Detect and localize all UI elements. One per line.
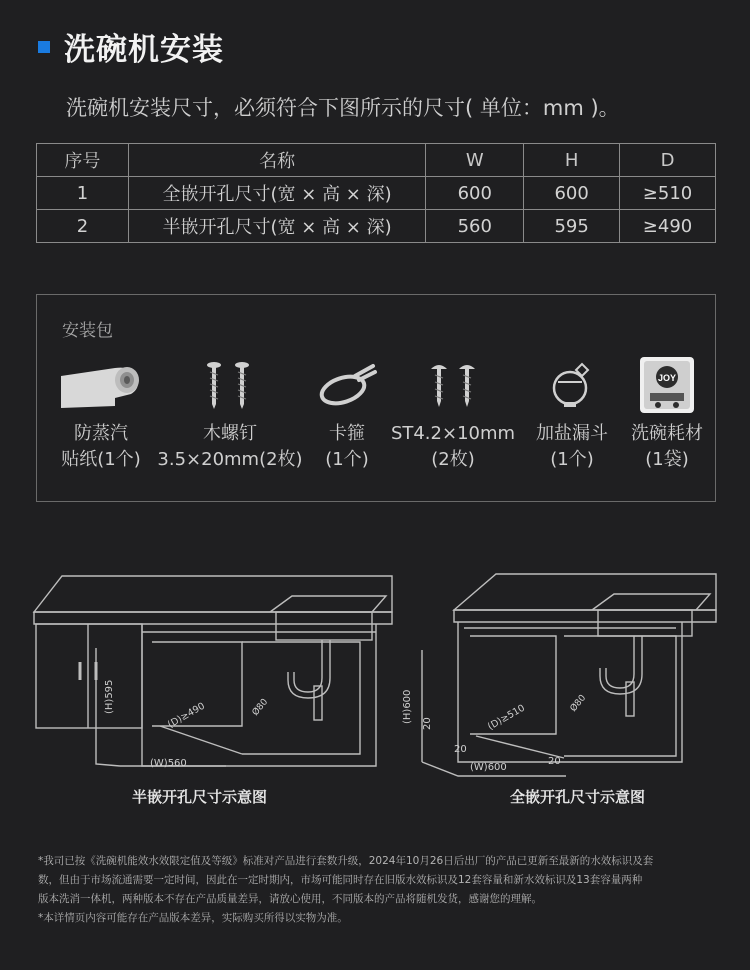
footnote-line: 数，但由于市场流通需要一定时间，因此在一定时期内，市场可能同时存在旧版水效标识及12套容量和新水效标识及13套容量两种	[38, 874, 643, 886]
table-row	[37, 210, 716, 243]
half-embed-caption: 半嵌开孔尺寸示意图	[132, 788, 268, 806]
col-header-d: D	[620, 144, 716, 177]
kit-label: 加盐漏斗 (1个)	[536, 423, 608, 470]
full-gap-label: 20	[548, 756, 561, 767]
kit-item-detergent	[619, 355, 715, 473]
kit-label: 木螺钉 3.5×20mm(2枚)	[157, 423, 303, 470]
cell-index: 2	[37, 210, 129, 243]
footnote-line: *我司已按《洗碗机能效水效限定值及等级》标准对产品进行套数升级，2024年10月26日后出厂的产品已更新至最新的水效标识及套	[38, 855, 654, 867]
kit-item-foil	[51, 355, 151, 473]
kit-label: ST4.2×10mm (2枚)	[390, 423, 516, 470]
machine-screws-icon	[389, 355, 517, 415]
kit-item-clamp	[307, 355, 387, 473]
half-embed-diagram	[34, 576, 392, 766]
kit-label: 防蒸汽 贴纸(1个)	[61, 423, 141, 470]
page-title: 洗碗机安装	[64, 32, 224, 68]
installation-diagrams	[30, 566, 720, 782]
col-header-w: W	[426, 144, 524, 177]
install-kit-title: 安装包	[62, 321, 113, 341]
footnote	[38, 852, 718, 928]
detergent-brand-text: JOY	[657, 373, 677, 383]
cell-index: 1	[37, 177, 129, 210]
hose-clamp-icon	[307, 355, 387, 415]
half-d-label: (D)≥490	[166, 700, 207, 731]
footnote-line: 版本洗消一体机，两种版本不存在产品质量差异，请放心使用，不同版本的产品将随机发货，感谢您的理解。	[38, 893, 542, 905]
footnote-line: *本详情页内容可能存在产品版本差异，实际购买所得以实物为准。	[38, 912, 348, 924]
title-marker	[38, 41, 50, 53]
detergent-pack-icon	[619, 355, 715, 415]
table-header-row	[37, 144, 716, 177]
install-kit-panel	[36, 294, 716, 502]
full-w-label: (W)600	[470, 762, 507, 773]
foil-roll-icon	[51, 355, 151, 415]
half-pipe-label: Ø80	[250, 697, 271, 718]
half-w-label: (W)560	[150, 758, 187, 769]
wood-screws-icon	[155, 355, 305, 415]
kit-label: 卡箍 (1个)	[325, 423, 369, 470]
cell-d: ≥490	[620, 210, 716, 243]
full-pipe-label: Ø80	[568, 693, 589, 714]
install-size-table	[36, 143, 716, 243]
full-d-label: (D)≥510	[486, 702, 527, 733]
full-h-label: (H)600	[402, 689, 413, 724]
cell-h: 595	[524, 210, 620, 243]
salt-funnel-icon	[527, 355, 617, 415]
kit-label: 洗碗耗材 (1袋)	[631, 423, 703, 470]
table-row	[37, 177, 716, 210]
col-header-index: 序号	[37, 144, 129, 177]
install-size-subtitle: 洗碗机安装尺寸，必须符合下图所示的尺寸( 单位：mm )。	[66, 96, 620, 120]
title-row	[38, 24, 224, 69]
col-header-name: 名称	[128, 144, 425, 177]
cell-w: 560	[426, 210, 524, 243]
cell-name: 全嵌开孔尺寸(宽 × 高 × 深)	[128, 177, 425, 210]
kit-item-machine-screws	[389, 355, 517, 473]
full-gap-label: 20	[422, 717, 433, 730]
kit-item-funnel	[527, 355, 617, 473]
kit-item-wood-screws	[155, 355, 305, 473]
cell-w: 600	[426, 177, 524, 210]
cell-d: ≥510	[620, 177, 716, 210]
full-gap-label: 20	[454, 744, 467, 755]
full-embed-caption: 全嵌开孔尺寸示意图	[510, 788, 646, 806]
col-header-h: H	[524, 144, 620, 177]
cell-h: 600	[524, 177, 620, 210]
half-h-label: (H)595	[104, 679, 115, 714]
cell-name: 半嵌开孔尺寸(宽 × 高 × 深)	[128, 210, 425, 243]
